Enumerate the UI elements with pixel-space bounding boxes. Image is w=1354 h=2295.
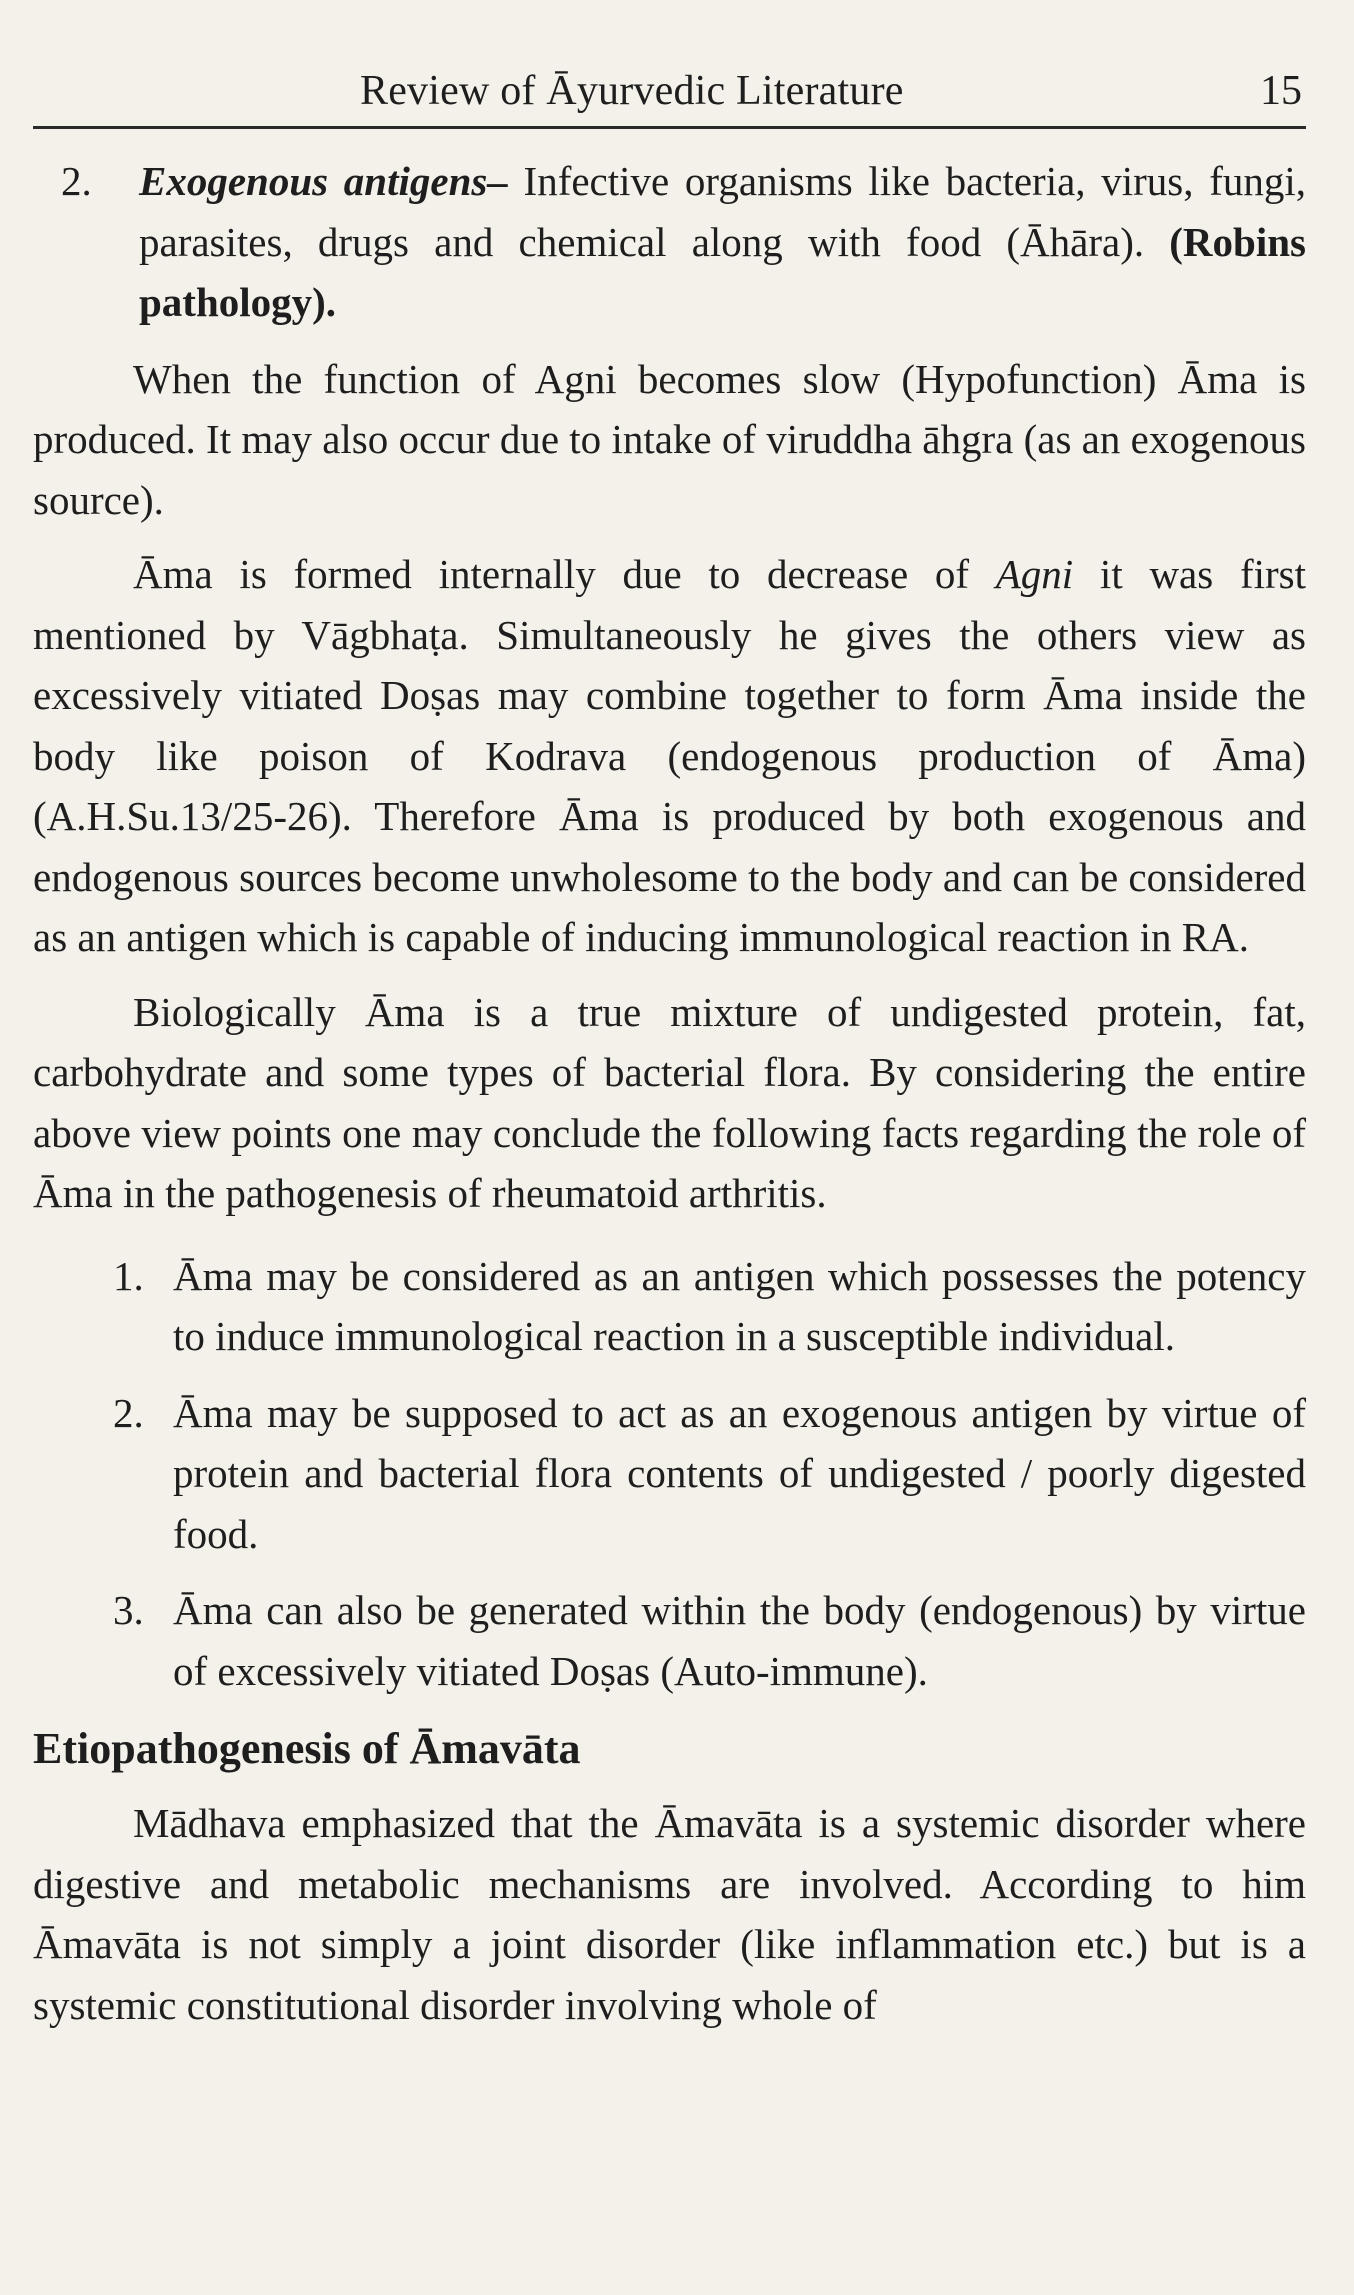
running-header bbox=[33, 62, 1306, 129]
running-title: Review of Āyurvedic Literature bbox=[360, 68, 904, 114]
reference-robins: (Robins pathology). bbox=[139, 218, 1306, 325]
list-number: 1. bbox=[113, 1252, 144, 1299]
page-content bbox=[33, 151, 1306, 2035]
section-heading: Etiopathogenesis of Āmavāta bbox=[33, 1724, 581, 1773]
list-number: 2. bbox=[113, 1389, 144, 1436]
facts-list bbox=[33, 1246, 1306, 1702]
list-item bbox=[33, 1580, 1306, 1701]
italic-agni: Agni bbox=[995, 551, 1074, 597]
list-item-text: Āma can also be generated within the body (endogenous) by virtue of excessively vitiated Doṣas (Auto-immune). bbox=[173, 1587, 1306, 1694]
paragraph-ama-biology: Biologically Āma is a true mixture of undigested protein, fat, carbohydrate and some types of bacterial flora. By considering the entire above view points one may conclude the following facts regarding the role of Āma in the pathogenesis of rheumatoid arthritis. bbox=[33, 988, 1306, 1216]
paragraph-madhava: Mādhava emphasized that the Āmavāta is a systemic disorder where digestive and metabolic mechanisms are involved. According to him Āmavāta is not simply a joint disorder (like inflammation etc.) but is a systemic constitutional disorder involving whole of bbox=[33, 1800, 1306, 2028]
term-exogenous-antigens: Exogenous antigens– bbox=[139, 158, 508, 204]
list-number: 3. bbox=[113, 1587, 144, 1633]
paragraph-agni-hypofunction: When the function of Agni becomes slow (Hypofunction) Āma is produced. It may also occur due to intake of viruddha āhgra (as an exogenous source). bbox=[33, 355, 1306, 523]
list-item-text: Āma may be supposed to act as an exogenous antigen by virtue of protein and bacterial flora contents of undigested / poorly digested food. bbox=[173, 1389, 1306, 1557]
list-number: 2. bbox=[61, 158, 92, 204]
exogenous-antigens-item bbox=[33, 151, 1306, 333]
exogenous-text: Infective organisms like bacteria, virus, fungi, parasites, drugs and chemical along with food (Āhāra). bbox=[139, 158, 1306, 265]
page-number: 15 bbox=[1260, 68, 1302, 114]
list-item-text: Āma may be considered as an antigen which possesses the potency to induce immunological reaction in a susceptible individual. bbox=[173, 1252, 1306, 1359]
list-item bbox=[33, 1246, 1306, 1367]
paragraph-ama-formation: Āma is formed internally due to decrease of Agni it was first mentioned by Vāgbhaṭa. Simultaneously he gives the others view as excessively vitiated Doṣas may combine together to form Āma inside the body like poison of Kodrava (endogenous production of Āma) (A.H.Su.13/25-26). Therefore Āma is produced by both exogenous and endogenous sources become unwholesome to the body and can be considered as an antigen which is capable of inducing immunological reaction in RA. bbox=[33, 551, 1306, 960]
list-item bbox=[33, 1383, 1306, 1565]
